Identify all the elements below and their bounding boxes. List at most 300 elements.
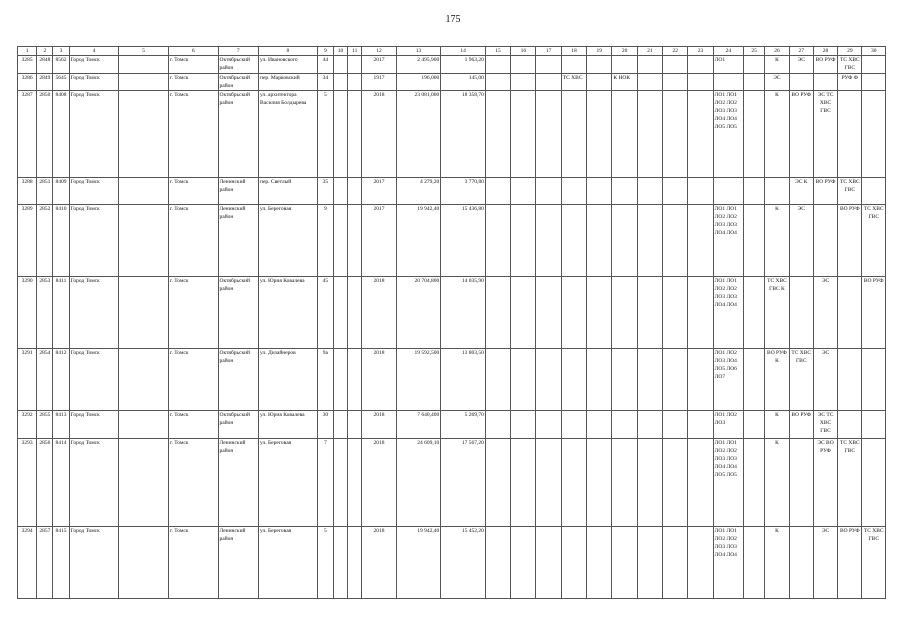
table-cell	[637, 277, 662, 349]
table-cell: Город Томск	[69, 439, 119, 527]
table-cell	[744, 91, 765, 178]
table-cell: ВО РУФ К	[765, 349, 789, 411]
table-cell	[663, 56, 688, 74]
table-cell: пер. Марковский	[259, 74, 318, 91]
table-cell: ВО РУФ	[813, 178, 837, 205]
table-cell: 7	[317, 439, 333, 527]
table-cell	[119, 178, 169, 205]
column-number: 21	[637, 47, 662, 56]
table-cell: Город Томск	[69, 91, 119, 178]
table-cell: г. Томск	[168, 527, 218, 599]
table-cell: 2018	[362, 277, 396, 349]
table-cell	[587, 439, 612, 527]
table-cell: 19 592,500	[396, 349, 441, 411]
column-number: 17	[536, 47, 561, 56]
table-cell	[348, 205, 362, 277]
table-cell	[612, 349, 637, 411]
column-number: 5	[119, 47, 169, 56]
table-cell: ВО РУФ	[789, 91, 813, 178]
table-cell	[348, 277, 362, 349]
table-row	[18, 56, 886, 74]
table-cell	[587, 91, 612, 178]
table-cell: 3290	[18, 277, 37, 349]
table-cell: г. Томск	[168, 91, 218, 178]
table-cell: ЭС К	[789, 178, 813, 205]
column-number: 29	[838, 47, 862, 56]
column-number: 13	[396, 47, 441, 56]
table-cell	[688, 277, 713, 349]
table-cell	[663, 439, 688, 527]
table-cell: 3287	[18, 91, 37, 178]
table-cell: ЭС ТС ХВС ГВС	[813, 91, 837, 178]
column-number: 6	[168, 47, 218, 56]
table-cell	[348, 439, 362, 527]
column-number: 4	[69, 47, 119, 56]
table-cell: 18 358,70	[441, 91, 486, 178]
table-cell: 5645	[53, 74, 69, 91]
table-cell	[713, 74, 743, 91]
column-number: 26	[765, 47, 789, 56]
table-cell	[348, 349, 362, 411]
table-cell: Октябрьский район	[218, 411, 259, 439]
table-cell	[663, 178, 688, 205]
table-cell	[485, 439, 510, 527]
table-cell	[536, 527, 561, 599]
table-cell: 23 081,000	[396, 91, 441, 178]
table-cell	[612, 277, 637, 349]
table-cell	[587, 411, 612, 439]
table-cell	[536, 205, 561, 277]
table-cell	[744, 411, 765, 439]
table-cell: ВО РУФ	[862, 277, 886, 349]
table-cell: 1 963,20	[441, 56, 486, 74]
table-cell: 3291	[18, 349, 37, 411]
table-cell	[688, 439, 713, 527]
table-row	[18, 439, 886, 527]
table-row	[18, 91, 886, 178]
table-cell	[838, 411, 862, 439]
table-cell: ЛО1 ЛО2 ЛО3	[713, 411, 743, 439]
table-cell	[789, 277, 813, 349]
table-cell	[838, 277, 862, 349]
table-cell	[561, 178, 586, 205]
table-cell	[333, 439, 347, 527]
table-cell: 2018	[362, 411, 396, 439]
table-cell	[663, 91, 688, 178]
page-number: 175	[445, 14, 461, 25]
column-number: 15	[485, 47, 510, 56]
table-cell	[744, 205, 765, 277]
table-cell	[688, 527, 713, 599]
table-cell: ТС ХВС ГВС	[838, 56, 862, 74]
table-cell	[744, 527, 765, 599]
table-cell: 45	[317, 277, 333, 349]
table-cell	[862, 178, 886, 205]
table-cell: Октябрьский район	[218, 91, 259, 178]
table-cell	[663, 411, 688, 439]
table-cell	[119, 205, 169, 277]
table-cell: ЭС ВО РУФ	[813, 439, 837, 527]
table-cell	[511, 439, 536, 527]
registry-table	[17, 46, 886, 599]
table-cell: 24 609,10	[396, 439, 441, 527]
table-cell: 8413	[53, 411, 69, 439]
table-cell	[637, 411, 662, 439]
table-cell: 2854	[37, 349, 53, 411]
table-cell: ЭС	[813, 349, 837, 411]
table-cell: 9	[317, 205, 333, 277]
table-cell	[744, 439, 765, 527]
table-cell	[663, 74, 688, 91]
table-cell	[561, 411, 586, 439]
table-cell: 44	[317, 56, 333, 74]
table-cell: 2853	[37, 277, 53, 349]
table-cell	[688, 56, 713, 74]
table-cell	[348, 56, 362, 74]
table-cell: К	[765, 91, 789, 178]
table-cell: ВО РУФ	[838, 527, 862, 599]
table-cell: К	[765, 411, 789, 439]
table-cell: 2855	[37, 411, 53, 439]
table-cell	[587, 349, 612, 411]
table-cell: 3285	[18, 56, 37, 74]
table-cell: 19 942,40	[396, 527, 441, 599]
table-cell: Октябрьский район	[218, 56, 259, 74]
table-cell: ЭС ТС ХВС ГВС	[813, 411, 837, 439]
column-number: 12	[362, 47, 396, 56]
column-number: 20	[612, 47, 637, 56]
table-cell: 2018	[362, 527, 396, 599]
table-cell	[587, 205, 612, 277]
table-cell	[561, 527, 586, 599]
table-cell	[612, 439, 637, 527]
table-cell: ЛО1 ЛО1 ЛО2 ЛО2 ЛО3 ЛО3 ЛО4 ЛО4	[713, 205, 743, 277]
table-cell	[333, 205, 347, 277]
table-cell: ЛО1 ЛО1 ЛО2 ЛО2 ЛО3 ЛО3 ЛО4 ЛО4 ЛО5 ЛО5	[713, 91, 743, 178]
table-cell	[536, 56, 561, 74]
table-cell: 2850	[37, 91, 53, 178]
table-cell	[663, 527, 688, 599]
table-cell	[333, 74, 347, 91]
column-number: 28	[813, 47, 837, 56]
table-cell: 1917	[362, 74, 396, 91]
column-number: 23	[688, 47, 713, 56]
table-cell	[612, 178, 637, 205]
table-cell	[485, 74, 510, 91]
table-cell	[485, 178, 510, 205]
table-cell: ул. архитектора Василия Болдырева	[259, 91, 318, 178]
table-cell	[485, 205, 510, 277]
table-cell: ТС ХВС ГВС	[789, 349, 813, 411]
table-cell: 145,00	[441, 74, 486, 91]
table-cell: ВО РУФ	[789, 411, 813, 439]
table-cell: Город Томск	[69, 56, 119, 74]
table-cell: Октябрьский район	[218, 74, 259, 91]
table-cell	[333, 349, 347, 411]
table-cell	[561, 56, 586, 74]
table-cell	[119, 527, 169, 599]
table-cell	[587, 56, 612, 74]
table-cell	[485, 91, 510, 178]
table-cell: Ленинский район	[218, 527, 259, 599]
table-cell	[536, 277, 561, 349]
table-cell	[587, 74, 612, 91]
table-cell	[838, 91, 862, 178]
table-row	[18, 178, 886, 205]
table-cell	[713, 178, 743, 205]
table-cell	[561, 91, 586, 178]
table-cell: ТС ХВС ГВС	[838, 439, 862, 527]
column-number: 10	[333, 47, 347, 56]
table-cell	[744, 277, 765, 349]
table-cell: г. Томск	[168, 74, 218, 91]
table-cell: г. Томск	[168, 56, 218, 74]
table-cell	[536, 439, 561, 527]
table-cell	[333, 56, 347, 74]
table-cell: Город Томск	[69, 349, 119, 411]
table-cell: 3294	[18, 527, 37, 599]
table-cell: 8408	[53, 91, 69, 178]
table-cell	[637, 349, 662, 411]
column-number: 22	[663, 47, 688, 56]
table-cell: г. Томск	[168, 349, 218, 411]
table-cell	[348, 178, 362, 205]
table-cell: 13 803,50	[441, 349, 486, 411]
table-cell	[612, 411, 637, 439]
table-cell	[333, 411, 347, 439]
table-cell	[612, 205, 637, 277]
table-cell: Октябрьский район	[218, 349, 259, 411]
table-cell	[511, 91, 536, 178]
table-cell: 3286	[18, 74, 37, 91]
table-cell: 15 452,20	[441, 527, 486, 599]
table-cell	[813, 74, 837, 91]
table-cell: ул. Береговая	[259, 527, 318, 599]
table-cell: 9а	[317, 349, 333, 411]
column-number: 7	[218, 47, 259, 56]
table-cell	[744, 74, 765, 91]
table-cell	[612, 527, 637, 599]
table-cell	[333, 178, 347, 205]
table-cell: 2018	[362, 349, 396, 411]
table-cell	[536, 91, 561, 178]
table-cell: ЛО1 ЛО2 ЛО3 ЛО4 ЛО5 ЛО6 ЛО7	[713, 349, 743, 411]
table-cell	[612, 91, 637, 178]
table-cell: ЭС	[789, 205, 813, 277]
table-cell	[688, 91, 713, 178]
table-cell: ВО РУФ	[838, 205, 862, 277]
column-number: 2	[37, 47, 53, 56]
table-cell	[119, 91, 169, 178]
table-cell: 2851	[37, 178, 53, 205]
column-number: 18	[561, 47, 586, 56]
table-cell: 3289	[18, 205, 37, 277]
table-cell: ТС ХВС ГВС	[862, 205, 886, 277]
table-cell: Октябрьский район	[218, 277, 259, 349]
table-cell: 2017	[362, 178, 396, 205]
table-cell	[789, 527, 813, 599]
table-cell: Город Томск	[69, 411, 119, 439]
table-cell: г. Томск	[168, 277, 218, 349]
table-cell	[119, 277, 169, 349]
column-number: 3	[53, 47, 69, 56]
table-cell: ул. Юрия Ковалева	[259, 277, 318, 349]
table-cell	[561, 277, 586, 349]
column-number: 16	[511, 47, 536, 56]
table-cell: 8409	[53, 178, 69, 205]
table-cell	[862, 56, 886, 74]
table-cell	[663, 205, 688, 277]
table-cell: ул. Береговая	[259, 439, 318, 527]
table-cell: 34	[317, 74, 333, 91]
table-cell: ЭС	[789, 56, 813, 74]
table-row	[18, 527, 886, 599]
table-row	[18, 277, 886, 349]
table-cell: Город Томск	[69, 205, 119, 277]
table-cell	[536, 178, 561, 205]
table-cell	[789, 439, 813, 527]
table-cell: 14 035,90	[441, 277, 486, 349]
table-cell	[688, 205, 713, 277]
table-cell	[663, 349, 688, 411]
table-cell: 5	[317, 527, 333, 599]
table-cell: 2017	[362, 205, 396, 277]
table-cell: ЛО1 ЛО1 ЛО2 ЛО2 ЛО3 ЛО3 ЛО4 ЛО4	[713, 277, 743, 349]
table-cell: К	[765, 527, 789, 599]
table-cell	[119, 74, 169, 91]
table-cell	[637, 527, 662, 599]
table-cell: г. Томск	[168, 178, 218, 205]
table-cell: К	[765, 439, 789, 527]
table-cell: 8415	[53, 527, 69, 599]
table-cell	[536, 74, 561, 91]
table-cell: Город Томск	[69, 277, 119, 349]
column-number: 9	[317, 47, 333, 56]
table-cell: г. Томск	[168, 439, 218, 527]
table-cell	[587, 178, 612, 205]
table-cell	[688, 349, 713, 411]
table-cell: ул. Дизайнеров	[259, 349, 318, 411]
table-cell: 7 640,400	[396, 411, 441, 439]
table-cell	[348, 527, 362, 599]
table-cell: 3292	[18, 411, 37, 439]
table-cell	[637, 74, 662, 91]
table-cell: Город Томск	[69, 178, 119, 205]
table-cell	[561, 205, 586, 277]
table-cell	[637, 439, 662, 527]
table-cell: пер. Светлый	[259, 178, 318, 205]
column-number: 27	[789, 47, 813, 56]
table-cell	[862, 74, 886, 91]
table-cell	[485, 411, 510, 439]
column-number-row	[18, 47, 886, 56]
table-cell	[688, 178, 713, 205]
table-cell: К	[765, 56, 789, 74]
table-cell: 2 495,900	[396, 56, 441, 74]
table-cell	[587, 277, 612, 349]
table-cell	[485, 56, 510, 74]
table-cell	[348, 91, 362, 178]
table-cell	[637, 56, 662, 74]
table-cell: 8414	[53, 439, 69, 527]
table-cell: 4 279,20	[396, 178, 441, 205]
table-cell	[862, 439, 886, 527]
table-cell	[333, 277, 347, 349]
table-cell	[744, 178, 765, 205]
table-cell: 15 436,80	[441, 205, 486, 277]
column-number: 24	[713, 47, 743, 56]
table-cell: 3293	[18, 439, 37, 527]
table-cell	[511, 527, 536, 599]
table-cell: 17 567,20	[441, 439, 486, 527]
column-number: 30	[862, 47, 886, 56]
table-cell: 2018	[362, 91, 396, 178]
table-cell: ТС ХВС ГВС К	[765, 277, 789, 349]
table-cell	[663, 277, 688, 349]
table-cell: 8411	[53, 277, 69, 349]
table-cell: ЭС	[765, 74, 789, 91]
table-cell	[862, 91, 886, 178]
table-cell	[511, 411, 536, 439]
table-cell	[119, 56, 169, 74]
table-cell	[511, 205, 536, 277]
table-cell: ЛО1 ЛО1 ЛО2 ЛО2 ЛО3 ЛО3 ЛО4 ЛО4 ЛО5 ЛО5	[713, 439, 743, 527]
table-cell: Город Томск	[69, 527, 119, 599]
column-number: 11	[348, 47, 362, 56]
table-cell: Ленинский район	[218, 205, 259, 277]
table-cell	[838, 349, 862, 411]
table-cell: Город Томск	[69, 74, 119, 91]
table-cell	[862, 411, 886, 439]
table-cell	[612, 56, 637, 74]
table-cell: г. Томск	[168, 411, 218, 439]
table-row	[18, 74, 886, 91]
table-cell: К	[765, 205, 789, 277]
table-cell	[536, 411, 561, 439]
table-cell	[744, 349, 765, 411]
column-number: 8	[259, 47, 318, 56]
table-cell: ТС ХВС	[561, 74, 586, 91]
table-cell: 2856	[37, 439, 53, 527]
table-cell	[561, 439, 586, 527]
table-row	[18, 349, 886, 411]
table-cell: Ленинский район	[218, 178, 259, 205]
column-number: 25	[744, 47, 765, 56]
table-cell: 2017	[362, 56, 396, 74]
table-cell: 2852	[37, 205, 53, 277]
table-cell	[744, 56, 765, 74]
table-cell	[119, 349, 169, 411]
table-cell: ул. Юрия Ковалева	[259, 411, 318, 439]
table-cell	[333, 91, 347, 178]
table-cell: 30	[317, 411, 333, 439]
table-cell: ул. Береговая	[259, 205, 318, 277]
table-cell	[637, 205, 662, 277]
table-cell: 8412	[53, 349, 69, 411]
table-cell: ВО РУФ	[813, 56, 837, 74]
table-row	[18, 411, 886, 439]
table-cell: РУФ Ф	[838, 74, 862, 91]
table-cell	[119, 439, 169, 527]
table-cell: 2849	[37, 74, 53, 91]
table-cell: 3 770,80	[441, 178, 486, 205]
table-cell: 5 269,70	[441, 411, 486, 439]
table-cell	[511, 56, 536, 74]
table-cell: 8562	[53, 56, 69, 74]
table-cell	[511, 178, 536, 205]
table-cell	[765, 178, 789, 205]
table-cell	[348, 411, 362, 439]
